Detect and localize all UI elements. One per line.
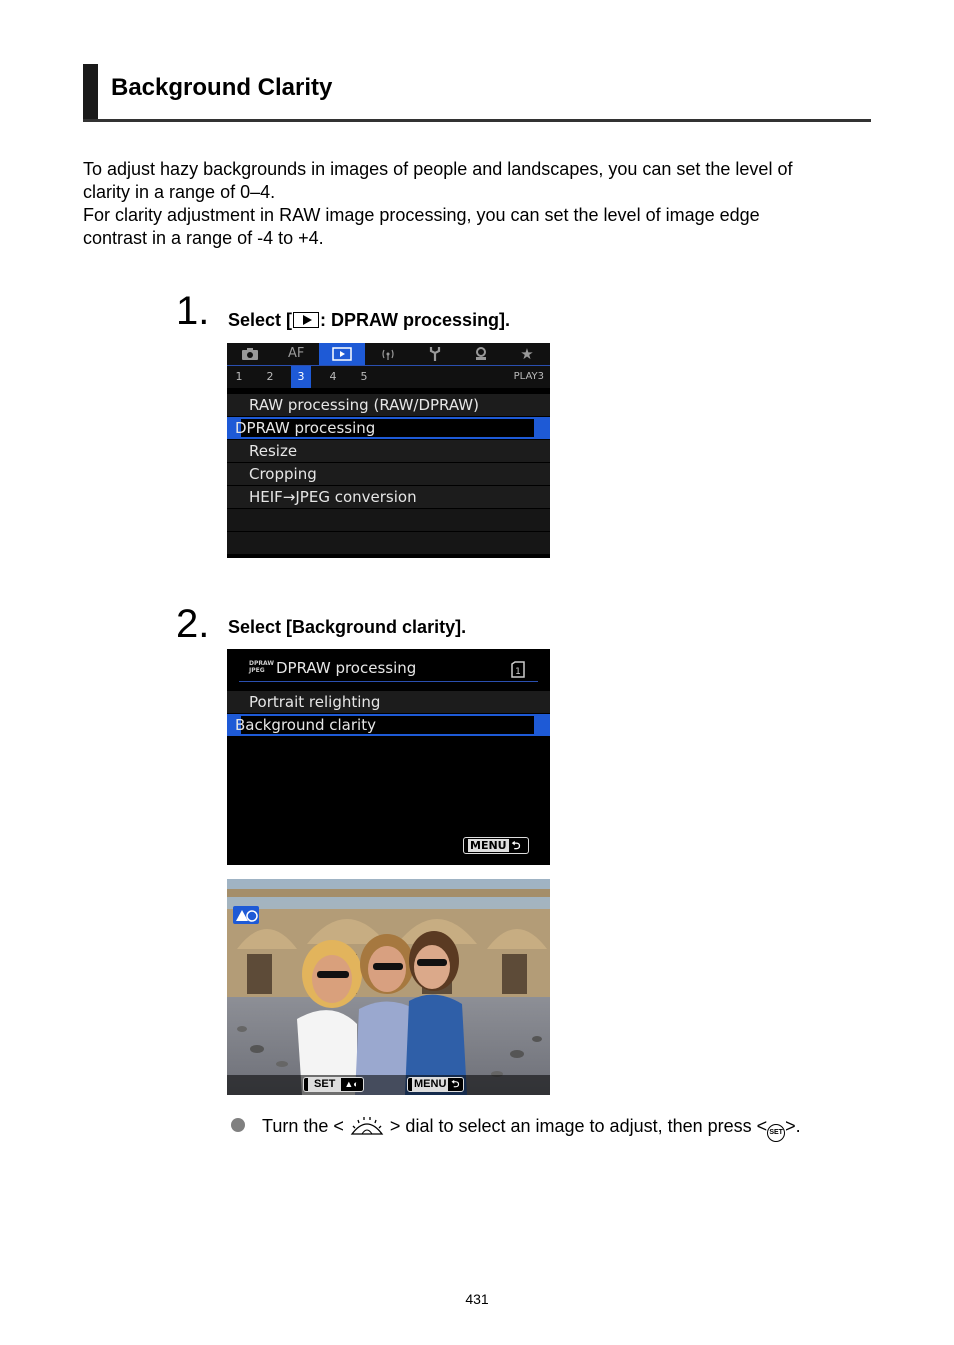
back-arrow-icon: ⮌ — [511, 839, 521, 852]
custom-icon[interactable] — [458, 343, 504, 365]
svg-text:1: 1 — [515, 667, 521, 677]
page-title: Background Clarity — [111, 74, 333, 101]
bullet-icon — [231, 1118, 245, 1132]
menu-back-hint[interactable]: MENU ⮌ — [407, 1077, 464, 1092]
playback-tab-icon — [293, 312, 319, 328]
back-arrow-icon: ⮌ — [451, 1079, 460, 1090]
bullet-text-2: > dial to select an image to adjust, then press < — [389, 1116, 768, 1136]
menu-item-background-clarity[interactable]: Background clarity — [227, 714, 550, 737]
menu-item-cropping[interactable]: Cropping — [227, 463, 550, 486]
step-1-text-before: Select [ — [228, 310, 293, 330]
playback-icon[interactable] — [319, 343, 365, 365]
main-dial-icon — [349, 1114, 385, 1136]
menu-item-empty — [227, 532, 550, 555]
menu-tab-bar — [227, 343, 550, 366]
menu-item-portrait-relighting[interactable]: Portrait relighting — [227, 691, 550, 714]
camera-menu-screen-2 — [227, 649, 550, 865]
photo-three-women-venice — [227, 879, 550, 1095]
menu-item-heif-jpeg[interactable]: HEIF→JPEG conversion — [227, 486, 550, 509]
menu-subtab-bar — [227, 366, 550, 388]
bullet-text-1: Turn the < — [262, 1116, 344, 1136]
menu-item-dpraw-processing[interactable]: DPRAW processing — [227, 417, 550, 440]
set-button-icon: SET — [767, 1124, 785, 1142]
menu-item-empty — [227, 509, 550, 532]
wireless-icon[interactable] — [365, 343, 411, 365]
image-preview — [227, 879, 550, 1095]
screen-title: DPRAW processing — [276, 659, 417, 677]
section-heading — [83, 64, 871, 122]
subtab-5[interactable]: 5 — [360, 370, 368, 383]
intro-line-2: clarity in a range of 0–4. — [83, 182, 276, 202]
bullet-instruction — [262, 1114, 801, 1142]
af-tab[interactable]: AF — [288, 346, 305, 361]
step-1-number: 1. — [176, 289, 210, 333]
subtab-2[interactable]: 2 — [266, 370, 274, 383]
intro-line-4: contrast in a range of -4 to +4. — [83, 228, 324, 248]
dpraw-jpeg-badge: DPRAW JPEG — [249, 660, 274, 674]
clarity-icon: ▲◐ — [344, 1079, 359, 1089]
subtab-1[interactable]: 1 — [235, 370, 243, 383]
camera-menu-screen-1 — [227, 343, 550, 558]
page-number: 431 — [465, 1291, 489, 1307]
heading-rule — [83, 119, 871, 122]
heading-bar — [83, 64, 98, 122]
subtab-3[interactable]: 3 — [291, 366, 311, 388]
bullet-text-3: >. — [785, 1116, 801, 1136]
page-label: PLAY3 — [513, 371, 544, 382]
menu-back-button[interactable]: MENU ⮌ — [463, 837, 529, 854]
camera-icon[interactable] — [227, 343, 273, 365]
title-rule — [239, 681, 538, 682]
subtab-4[interactable]: 4 — [329, 370, 337, 383]
step-2-instruction: Select [Background clarity]. — [228, 617, 467, 637]
step-1-text-after: : DPRAW processing]. — [320, 310, 511, 330]
menu-item-raw-processing[interactable]: RAW processing (RAW/DPRAW) — [227, 394, 550, 417]
step-2-number: 2. — [176, 602, 210, 646]
set-button-hint[interactable]: SET ▲◐ — [303, 1077, 364, 1092]
star-icon[interactable]: ★ — [520, 345, 534, 363]
step-1-instruction — [228, 310, 510, 331]
card-slot-icon — [511, 661, 525, 682]
intro-line-1: To adjust hazy backgrounds in images of people and landscapes, you can set the level of — [83, 159, 793, 179]
menu-item-resize[interactable]: Resize — [227, 440, 550, 463]
wrench-icon[interactable] — [412, 343, 458, 365]
intro-line-3: For clarity adjustment in RAW image processing, you can set the level of image edge — [83, 205, 760, 225]
